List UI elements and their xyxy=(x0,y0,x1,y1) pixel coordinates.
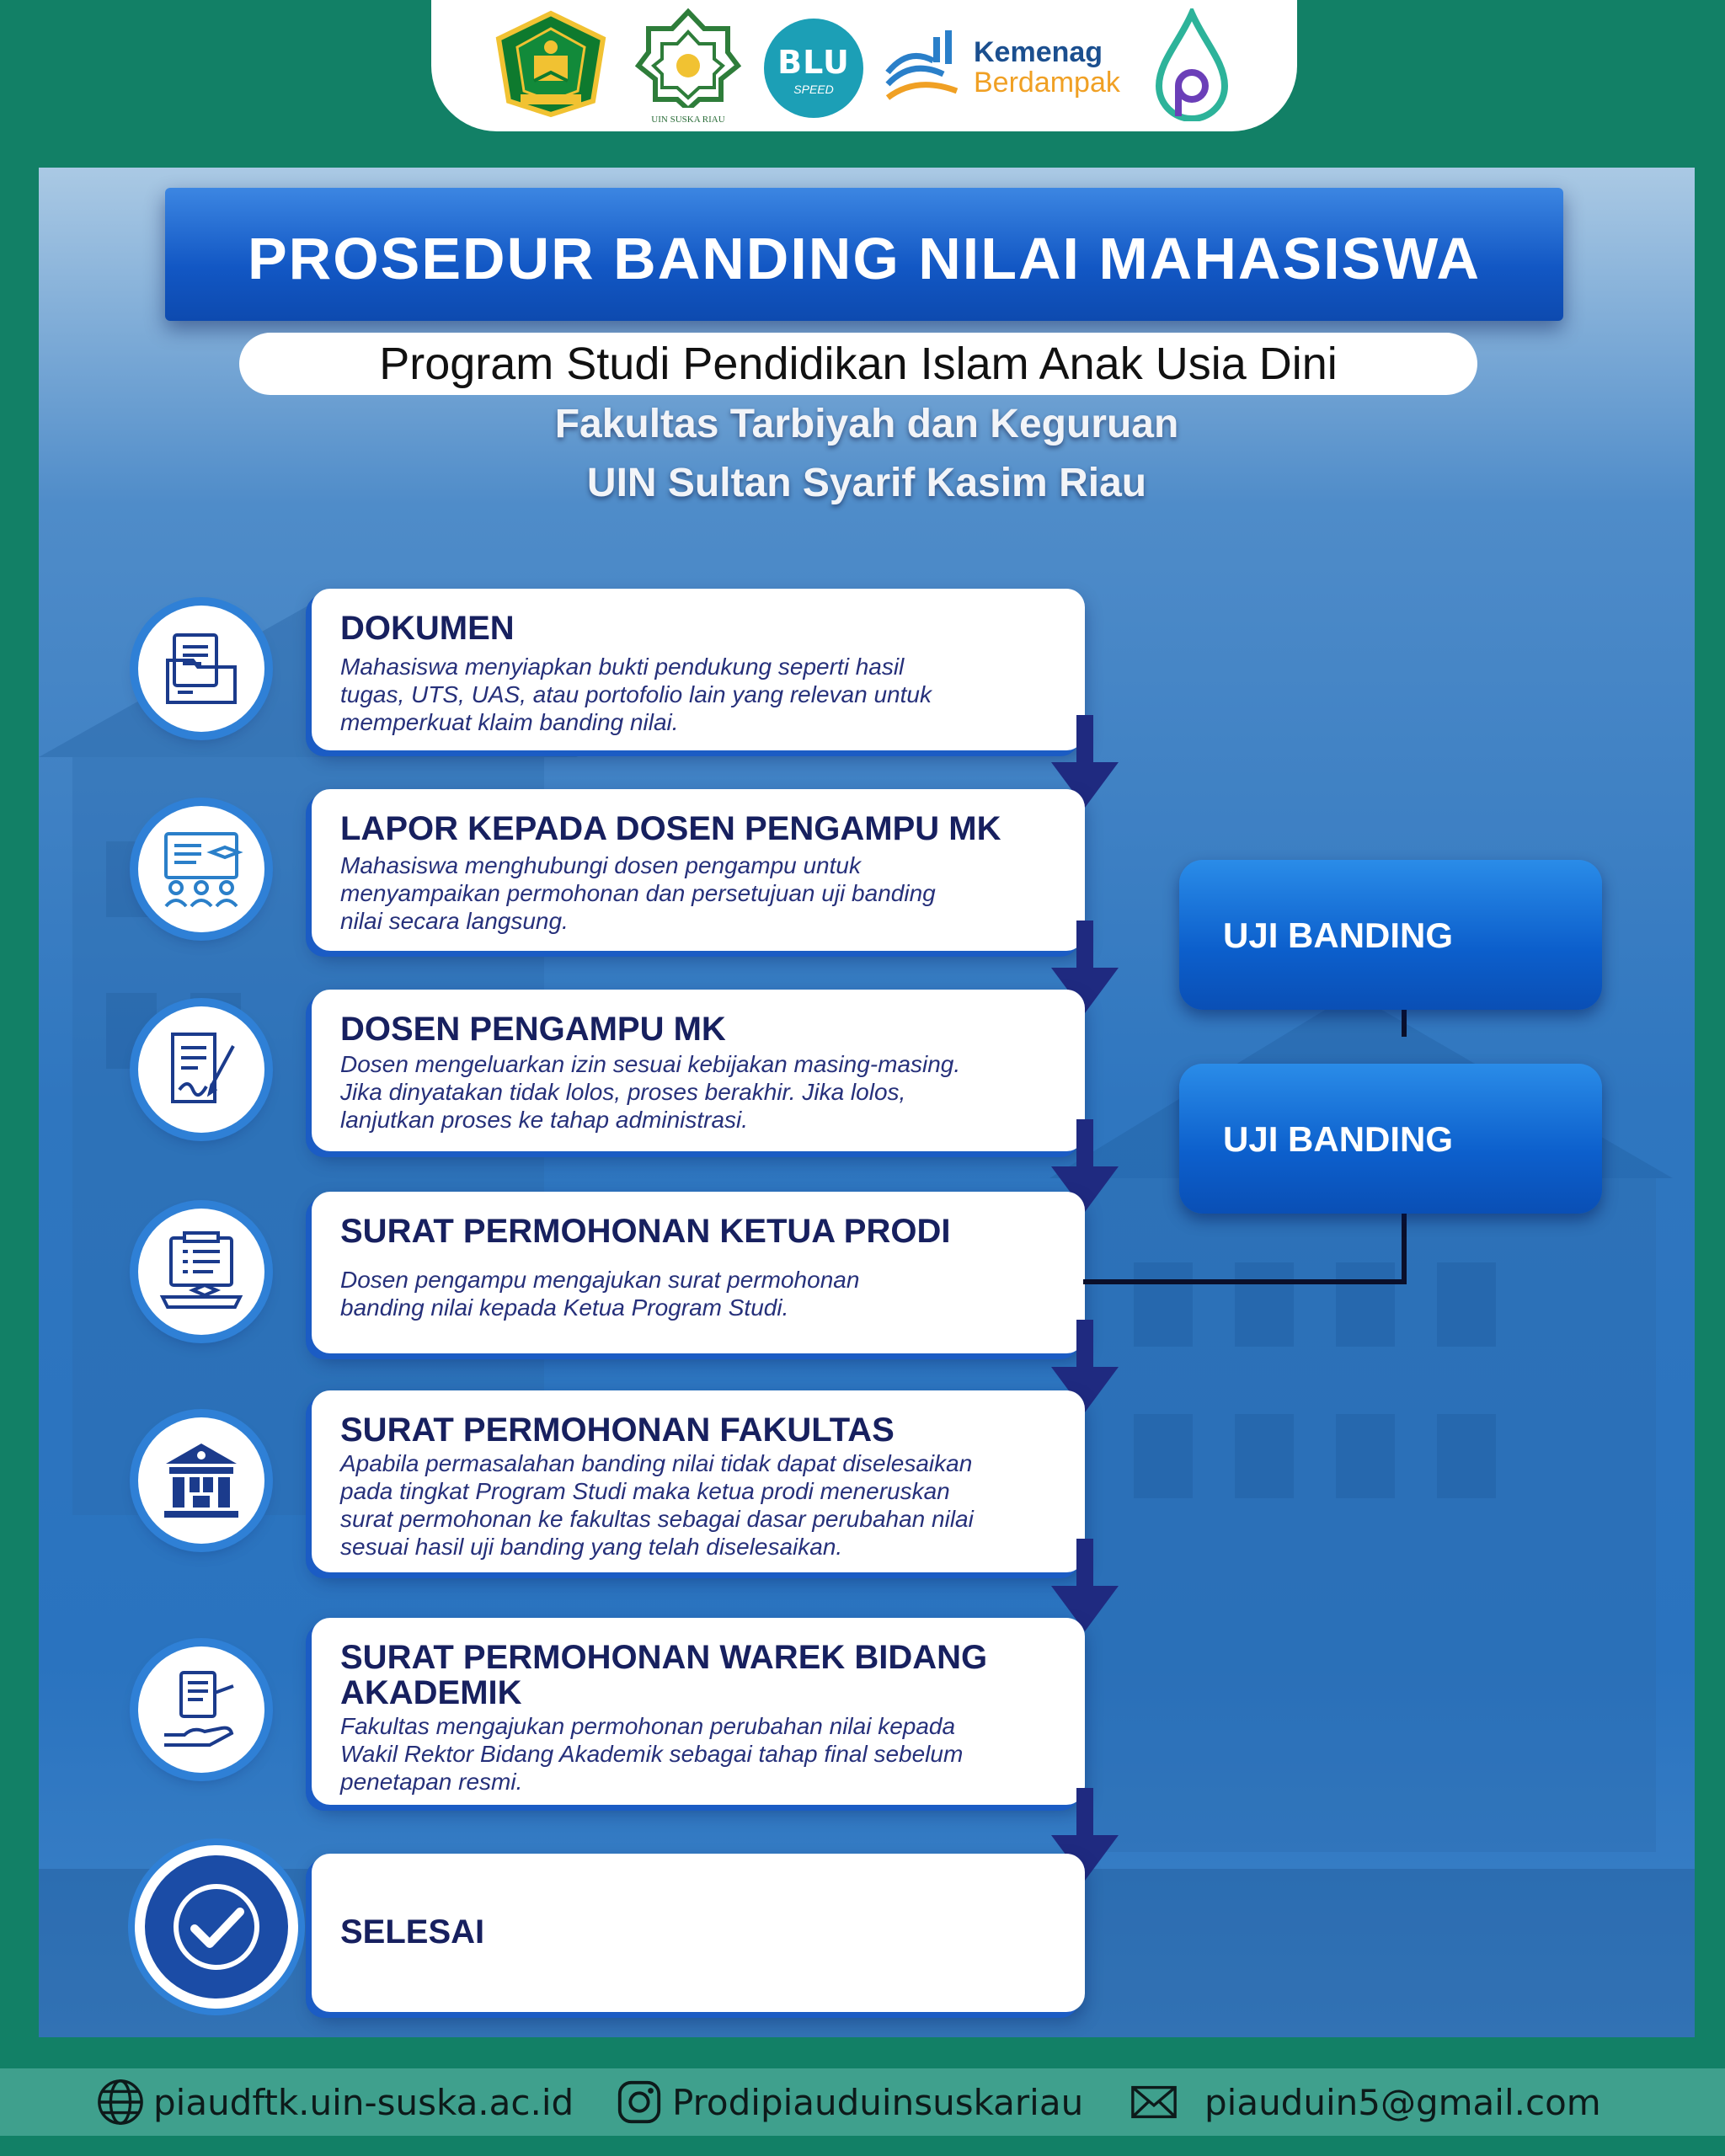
step-card-dokumen xyxy=(312,589,1085,750)
title-banner xyxy=(165,188,1563,321)
footer-instagram[interactable] xyxy=(615,2068,1083,2136)
step-card-lapor-dosen xyxy=(312,789,1085,951)
faculty-building-icon xyxy=(138,1417,264,1544)
email-address[interactable]: piauduin5@gmail.com xyxy=(1204,2081,1601,2123)
blu-logo-subtext: SPEED xyxy=(793,83,834,96)
step-description xyxy=(340,851,1065,935)
step-desc-line: tugas, UTS, UAS, atau portofolio lain yang relevan untuk xyxy=(340,681,932,707)
step-desc-line: Apabila permasalahan banding nilai tidak dapat diselesaikan xyxy=(340,1450,973,1476)
berdampak-line2: Berdampak xyxy=(974,67,1120,99)
step-desc-line: lanjutkan proses ke tahap administrasi. xyxy=(340,1107,749,1133)
footer-email[interactable] xyxy=(1125,2068,1601,2136)
step-desc-line: sesuai hasil uji banding yang telah diselesaikan. xyxy=(340,1534,843,1560)
uji-banding-box-2 xyxy=(1179,1064,1602,1214)
step-desc-line: Fakultas mengajukan permohonan perubahan nilai kepada xyxy=(340,1713,956,1739)
blu-logo-text: BLU xyxy=(777,44,850,81)
step-card-ketua-prodi xyxy=(312,1192,1085,1353)
step-description xyxy=(340,1712,1065,1796)
faculty-block xyxy=(39,395,1695,513)
step-description xyxy=(340,653,1065,736)
uji-banding-label: UJI BANDING xyxy=(1223,915,1454,955)
page-title: PROSEDUR BANDING NILAI MAHASISWA xyxy=(247,226,1482,291)
program-name: Program Studi Pendidikan Islam Anak Usia Dini xyxy=(379,339,1338,389)
step-description xyxy=(340,1449,1065,1561)
step-card-fakultas xyxy=(312,1390,1085,1572)
uji-banding-label: UJI BANDING xyxy=(1223,1119,1454,1159)
step-desc-line: banding nilai kepada Ketua Program Studi. xyxy=(340,1294,789,1321)
step-card-selesai xyxy=(312,1854,1085,2012)
mail-icon xyxy=(1125,2078,1183,2127)
step-desc-line: memperkuat klaim banding nilai. xyxy=(340,709,679,735)
hand-document-icon xyxy=(138,1646,264,1773)
faculty-name: Fakultas Tarbiyah dan Keguruan xyxy=(554,402,1179,446)
step-card-dosen-pengampu xyxy=(312,990,1085,1151)
step-desc-line: nilai secara langsung. xyxy=(340,908,569,934)
document-folder-icon xyxy=(138,606,264,732)
kemenag-berdampak-icon xyxy=(883,30,962,104)
program-pill xyxy=(239,333,1477,395)
step-title: SELESAI xyxy=(340,1913,485,1951)
signed-document-icon xyxy=(138,1006,264,1133)
lecture-board-icon xyxy=(138,806,264,932)
contact-footer xyxy=(0,2068,1725,2136)
globe-icon xyxy=(96,2078,145,2127)
step-title: DOKUMEN xyxy=(340,610,515,647)
step-desc-line: penetapan resmi. xyxy=(340,1769,523,1795)
blu-speed-logo xyxy=(764,19,863,118)
step-title: SURAT PERMOHONAN FAKULTAS xyxy=(340,1412,895,1449)
step-desc-line: Wakil Rektor Bidang Akademik sebagai tahap final sebelum xyxy=(340,1741,964,1767)
kemenag-logo xyxy=(492,10,610,118)
instagram-handle[interactable]: Prodipiauduinsuskariau xyxy=(672,2081,1084,2123)
step-desc-line: Dosen pengampu mengajukan surat permohonan xyxy=(340,1267,860,1293)
uji-banding-box-1 xyxy=(1179,860,1602,1010)
step-desc-line: Mahasiswa menyiapkan bukti pendukung seperti hasil xyxy=(340,654,905,680)
infographic-poster xyxy=(39,168,1695,2037)
step-description xyxy=(340,1266,1065,1321)
step-card-warek xyxy=(312,1618,1085,1805)
step-desc-line: Jika dinyatakan tidak lolos, proses berakhir. Jika lolos, xyxy=(340,1079,906,1105)
step-desc-line: surat permohonan ke fakultas sebagai dasar perubahan nilai xyxy=(340,1506,974,1532)
step-title: LAPOR KEPADA DOSEN PENGAMPU MK xyxy=(340,810,1001,847)
step-title: DOSEN PENGAMPU MK xyxy=(340,1011,726,1048)
step-desc-line: Mahasiswa menghubungi dosen pengampu untuk xyxy=(340,852,861,878)
university-name: UIN Sultan Syarif Kasim Riau xyxy=(586,461,1147,505)
checkmark-circle-icon xyxy=(145,1855,288,1999)
berdampak-line1: Kemenag xyxy=(974,36,1103,68)
uin-logo xyxy=(633,7,743,125)
uin-logo-caption: UIN SUSKA RIAU xyxy=(651,115,725,125)
step-desc-line: pada tingkat Program Studi maka ketua prodi meneruskan xyxy=(340,1478,950,1504)
footer-website[interactable] xyxy=(96,2068,574,2136)
step-title: SURAT PERMOHONAN WAREK BIDANG AKADEMIK xyxy=(340,1639,988,1711)
step-desc-line: menyampaikan permohonan dan persetujuan uji banding xyxy=(340,880,936,906)
kemenag-berdampak-wordmark xyxy=(974,37,1159,98)
step-title: SURAT PERMOHONAN KETUA PRODI xyxy=(340,1213,951,1250)
step-desc-line: Dosen mengeluarkan izin sesuai kebijakan masing-masing. xyxy=(340,1051,961,1077)
website-link[interactable]: piaudftk.uin-suska.ac.id xyxy=(153,2081,574,2123)
logo-bar xyxy=(431,0,1297,131)
water-drop-logo xyxy=(1154,8,1230,121)
laptop-checklist-icon xyxy=(138,1209,264,1335)
connector-line xyxy=(1083,1279,1407,1284)
instagram-icon xyxy=(615,2078,664,2127)
step-description xyxy=(340,1050,1065,1134)
